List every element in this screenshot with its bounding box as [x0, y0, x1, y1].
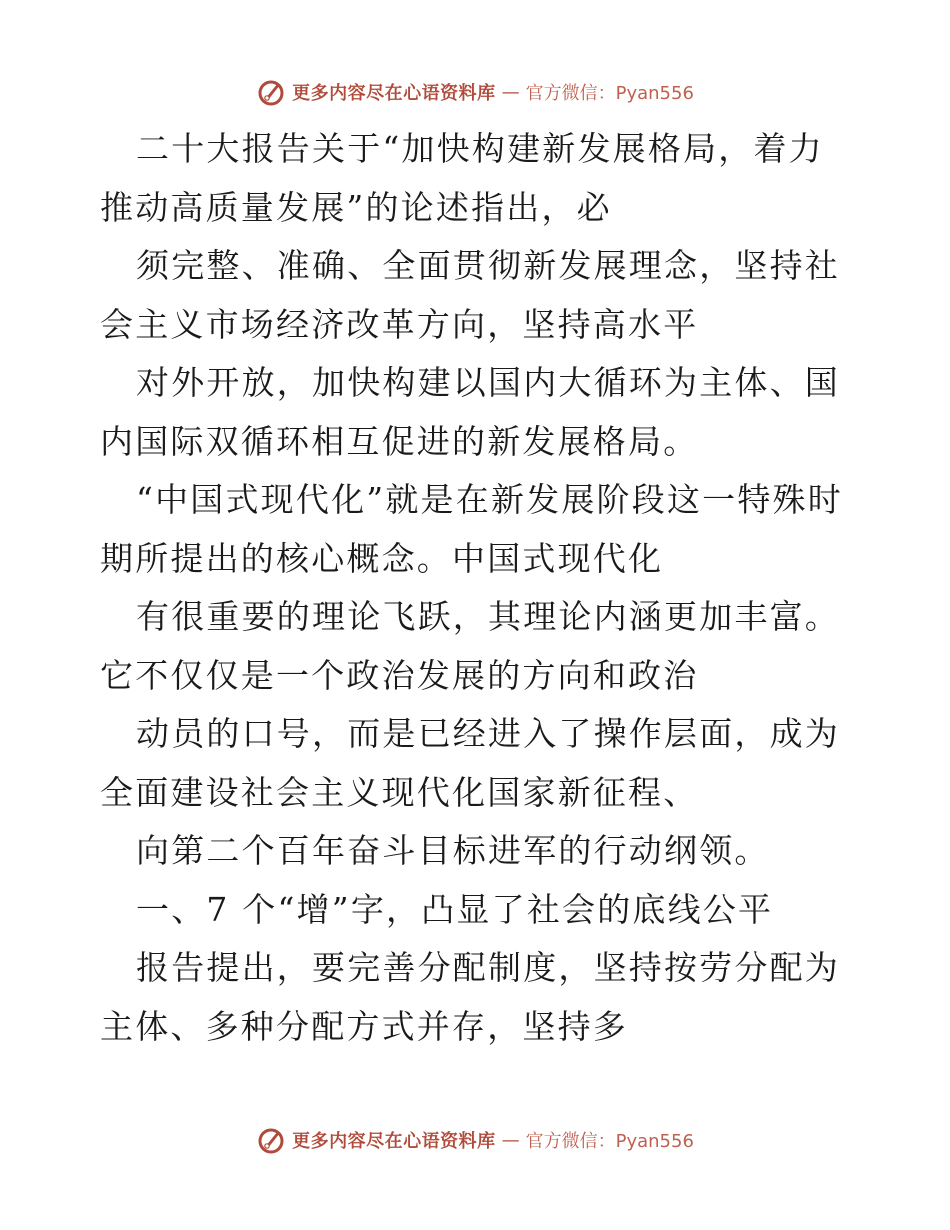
quill-logo-icon [256, 77, 286, 107]
paragraph-6: 动员的口号，而是已经进入了操作层面，成为全面建设社会主义现代化国家新征程、 [100, 714, 840, 812]
watermark-separator: — [501, 81, 520, 103]
watermark-separator: — [501, 1129, 520, 1151]
quill-logo-icon [256, 1125, 286, 1155]
paragraph-1: 二十大报告关于“加快构建新发展格局，着力推动高质量发展”的论述指出，必 [100, 129, 824, 227]
paragraph-4: “中国式现代化”就是在新发展阶段这一特殊时期所提出的核心概念。中国式现代化 [100, 480, 843, 578]
document-body [100, 120, 850, 1056]
watermark-wechat-text: 官方微信：Pyan556 [525, 83, 694, 104]
watermark-main-text: 更多内容尽在心语资料库 [292, 83, 496, 104]
paragraph-3: 对外开放，加快构建以国内大循环为主体、国内国际双循环相互促进的新发展格局。 [100, 363, 840, 461]
watermark-wechat-text: 官方微信：Pyan556 [525, 1131, 694, 1152]
header-watermark [0, 72, 950, 112]
watermark-main-text: 更多内容尽在心语资料库 [292, 1131, 496, 1152]
paragraph-2: 须完整、准确、全面贯彻新发展理念，坚持社会主义市场经济改革方向，坚持高水平 [100, 246, 840, 344]
paragraph-8: 报告提出，要完善分配制度，坚持按劳分配为主体、多种分配方式并存，坚持多 [100, 948, 840, 1046]
paragraph-7: 向第二个百年奋斗目标进军的行动纲领。 [136, 831, 770, 870]
section-heading: 一、7 个“增”字，凸显了社会的底线公平 [136, 889, 774, 929]
paragraph-5: 有很重要的理论飞跃，其理论内涵更加丰富。它不仅仅是一个政治发展的方向和政治 [100, 597, 840, 695]
footer-watermark [0, 1120, 950, 1160]
